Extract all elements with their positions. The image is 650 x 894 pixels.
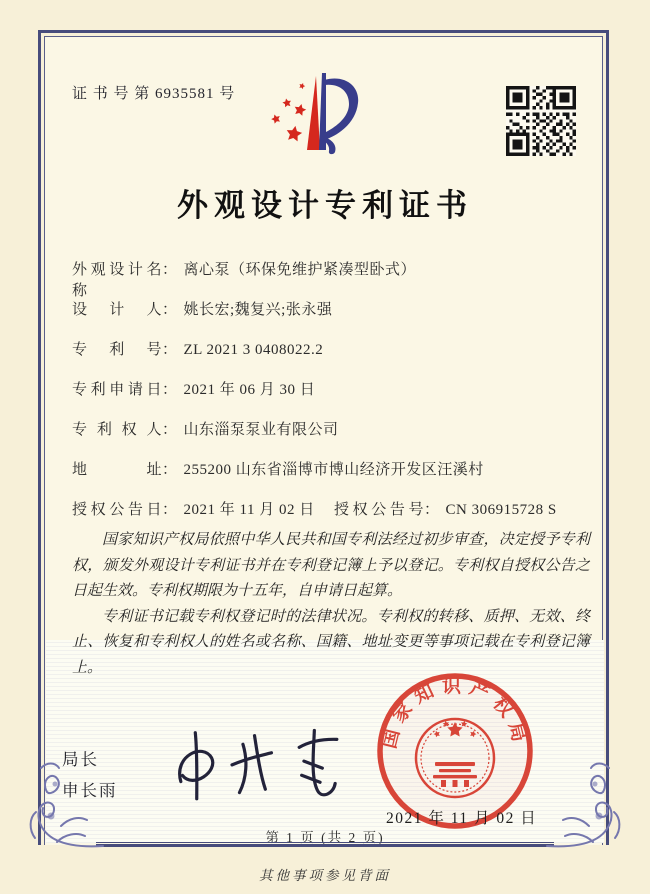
field-patent-number [72,338,592,378]
field-address [72,458,592,498]
field-value: 2021 年 06 月 30 日 [183,382,316,398]
corner-flourish-icon [27,758,105,854]
cnipa-logo-icon [252,72,362,162]
field-label: 外观设计名称 [72,262,162,299]
legal-paragraph-2: 专利证书记载专利权登记时的法律状况。专利权的转移、质押、无效、终止、恢复和专利权人的姓名或名称、国籍、地址变更等事项记载在专利登记簿上。 [72,608,590,676]
grant-number [334,498,557,519]
field-colon: ： [162,302,178,318]
field-colon: ： [162,262,178,278]
field-value: 255200 山东省淄博市博山经济开发区汪溪村 [183,462,484,478]
certificate-number: 证 书 号 第 6935581 号 [72,86,236,102]
signer-title: 局长 [62,750,99,769]
field-filing-date [72,378,592,418]
field-label: 专利权人 [72,422,162,438]
grant-date [72,502,315,518]
field-value: 离心泵（环保免维护紧凑型卧式） [183,262,417,278]
field-value: ZL 2021 3 0408022.2 [183,342,324,358]
qr-code [506,86,576,156]
field-patentee [72,418,592,458]
back-reference-note: 其他事项参见背面 [259,868,391,883]
certificate-title: 外观设计专利证书 [177,188,473,223]
field-designers [72,298,592,338]
field-value: CN 306915728 S [445,502,557,518]
field-label: 授权公告号 [334,502,424,518]
field-label: 地址 [72,462,162,478]
handwritten-signature [152,720,347,808]
svg-text:国家知识产权局: 国家知识产权局 [379,676,531,751]
field-value: 山东淄泵泵业有限公司 [183,422,339,438]
page-number: 第 1 页 (共 2 页) [265,830,385,845]
field-value: 2021 年 11 月 02 日 [183,502,315,518]
field-label: 授权公告日 [72,502,162,518]
bottom-border-line [96,842,554,847]
certificate-fields [72,258,592,498]
field-label: 设计人 [72,302,162,318]
field-label: 专利号 [72,342,162,358]
field-colon: ： [162,422,178,438]
field-colon: ： [162,382,178,398]
field-label: 专利申请日 [72,382,162,398]
seal-date: 2021 年 11 月 02 日 [386,810,538,827]
field-colon: ： [162,342,178,358]
field-colon: ： [162,502,178,518]
legal-paragraph-1: 国家知识产权局依照中华人民共和国专利法经过初步审查，决定授予专利权，颁发外观设计专利证书并在专利登记簿上予以登记。专利权自授权公告之日起生效。专利权期限为十五年，自申请日起算。 [72,532,590,599]
field-colon: ： [162,462,178,478]
signer-name: 申长雨 [62,781,118,800]
field-value: 姚长宏;魏复兴;张永强 [183,302,333,318]
corner-flourish-icon [545,758,623,854]
field-colon: ： [424,502,440,518]
legal-text [72,528,590,681]
grant-announcement-row [72,498,592,519]
field-design-name [72,258,592,298]
